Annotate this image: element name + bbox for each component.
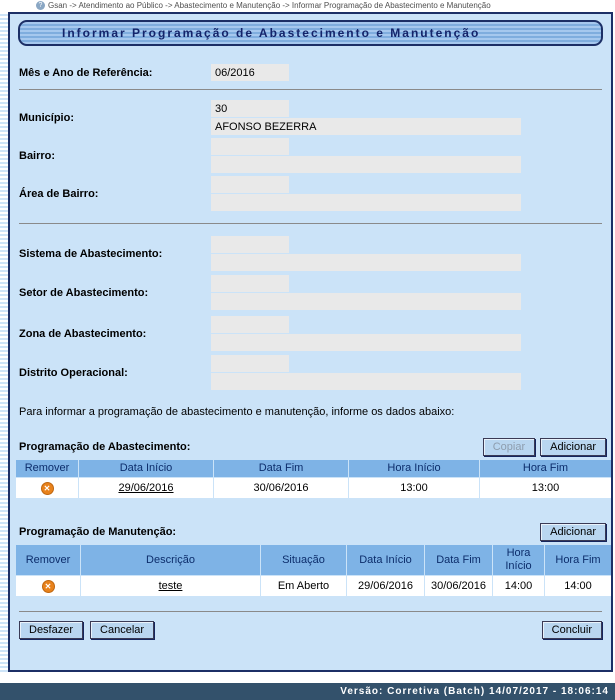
manutencao-col-hora-fim: Hora Fim bbox=[545, 545, 611, 575]
manutencao-hora-inicio: 14:00 bbox=[493, 576, 544, 596]
divider bbox=[19, 611, 602, 612]
field-row-municipio bbox=[15, 100, 606, 135]
field-row-distrito bbox=[15, 355, 606, 390]
manutencao-section-head bbox=[15, 523, 606, 541]
distrito-label: Distrito Operacional: bbox=[19, 366, 128, 379]
bairro-code-input[interactable] bbox=[211, 138, 289, 155]
field-row-area-bairro bbox=[15, 176, 606, 211]
manutencao-data-fim: 30/06/2016 bbox=[425, 576, 492, 596]
manutencao-col-data-fim: Data Fim bbox=[425, 545, 492, 575]
sistema-name-input[interactable] bbox=[211, 254, 521, 271]
municipio-label: Município: bbox=[19, 111, 74, 124]
help-icon bbox=[36, 1, 45, 10]
abastecimento-col-data-inicio: Data Início bbox=[79, 460, 213, 477]
zona-code-input[interactable] bbox=[211, 316, 289, 333]
remove-icon[interactable] bbox=[42, 580, 55, 593]
manutencao-col-hora-inicio: Hora Início bbox=[493, 545, 544, 575]
manutencao-title: Programação de Manutenção: bbox=[19, 526, 177, 538]
abastecimento-adicionar-button[interactable]: Adicionar bbox=[540, 438, 606, 456]
remove-icon[interactable] bbox=[41, 482, 54, 495]
abastecimento-hora-fim: 13:00 bbox=[480, 478, 611, 498]
manutencao-table bbox=[15, 544, 612, 597]
manutencao-col-data-inicio: Data Início bbox=[347, 545, 424, 575]
distrito-code-input[interactable] bbox=[211, 355, 289, 372]
manutencao-hora-fim: 14:00 bbox=[545, 576, 611, 596]
distrito-name-input[interactable] bbox=[211, 373, 521, 390]
reference-label: Mês e Ano de Referência: bbox=[19, 66, 153, 79]
instruction-text: Para informar a programação de abastecimento e manutenção, informe os dados abaixo: bbox=[19, 406, 455, 418]
bairro-name-input[interactable] bbox=[211, 156, 521, 173]
field-row-setor bbox=[15, 275, 606, 310]
field-row-bairro bbox=[15, 138, 606, 173]
manutencao-col-remover: Remover bbox=[16, 545, 80, 575]
concluir-button[interactable]: Concluir bbox=[542, 621, 602, 639]
abastecimento-data-fim: 30/06/2016 bbox=[214, 478, 348, 498]
manutencao-situacao: Em Aberto bbox=[261, 576, 346, 596]
page-left-stripes bbox=[0, 12, 8, 672]
copiar-button[interactable]: Copiar bbox=[483, 438, 535, 456]
divider bbox=[19, 223, 602, 224]
abastecimento-col-hora-inicio: Hora Início bbox=[349, 460, 479, 477]
manutencao-data-inicio: 29/06/2016 bbox=[347, 576, 424, 596]
area-bairro-label: Área de Bairro: bbox=[19, 187, 99, 200]
zona-label: Zona de Abastecimento: bbox=[19, 327, 147, 340]
abastecimento-col-hora-fim: Hora Fim bbox=[480, 460, 611, 477]
field-row-reference bbox=[15, 64, 606, 81]
municipio-code-input[interactable] bbox=[211, 100, 289, 117]
manutencao-row bbox=[16, 576, 611, 596]
abastecimento-hora-inicio: 13:00 bbox=[349, 478, 479, 498]
manutencao-col-situacao: Situação bbox=[261, 545, 346, 575]
version-footer: Versão: Corretiva (Batch) 14/07/2017 - 18:06:14 bbox=[0, 683, 615, 700]
page-title: Informar Programação de Abastecimento e Manutenção bbox=[18, 20, 603, 46]
breadcrumb bbox=[0, 0, 615, 12]
manutencao-col-descricao: Descrição bbox=[81, 545, 260, 575]
manutencao-header-row bbox=[16, 545, 611, 575]
abastecimento-data-inicio-link[interactable]: 29/06/2016 bbox=[118, 482, 174, 494]
manutencao-descricao-link[interactable]: teste bbox=[158, 580, 183, 592]
sistema-code-input[interactable] bbox=[211, 236, 289, 253]
breadcrumb-text: Gsan -> Atendimento ao Público -> Abastecimento e Manutenção -> Informar Programação de Abastecimento e Manutenção bbox=[48, 1, 491, 10]
setor-name-input[interactable] bbox=[211, 293, 521, 310]
abastecimento-header-row bbox=[16, 460, 611, 477]
area-bairro-name-input[interactable] bbox=[211, 194, 521, 211]
abastecimento-table bbox=[15, 459, 612, 499]
bairro-label: Bairro: bbox=[19, 149, 56, 162]
abastecimento-col-data-fim: Data Fim bbox=[214, 460, 348, 477]
abastecimento-col-remover: Remover bbox=[16, 460, 78, 477]
field-row-sistema bbox=[15, 236, 606, 271]
cancelar-button[interactable]: Cancelar bbox=[90, 621, 154, 639]
setor-label: Setor de Abastecimento: bbox=[19, 286, 149, 299]
field-row-zona bbox=[15, 316, 606, 351]
manutencao-adicionar-button[interactable]: Adicionar bbox=[540, 523, 606, 541]
zona-name-input[interactable] bbox=[211, 334, 521, 351]
reference-input[interactable] bbox=[211, 64, 289, 81]
abastecimento-row bbox=[16, 478, 611, 498]
desfazer-button[interactable]: Desfazer bbox=[19, 621, 83, 639]
sistema-label: Sistema de Abastecimento: bbox=[19, 247, 163, 260]
actions-row bbox=[15, 621, 606, 639]
area-bairro-code-input[interactable] bbox=[211, 176, 289, 193]
municipio-name-input[interactable] bbox=[211, 118, 521, 135]
main-panel bbox=[8, 12, 613, 672]
setor-code-input[interactable] bbox=[211, 275, 289, 292]
abastecimento-title: Programação de Abastecimento: bbox=[19, 441, 191, 453]
abastecimento-section-head bbox=[15, 438, 606, 456]
divider bbox=[19, 89, 602, 90]
